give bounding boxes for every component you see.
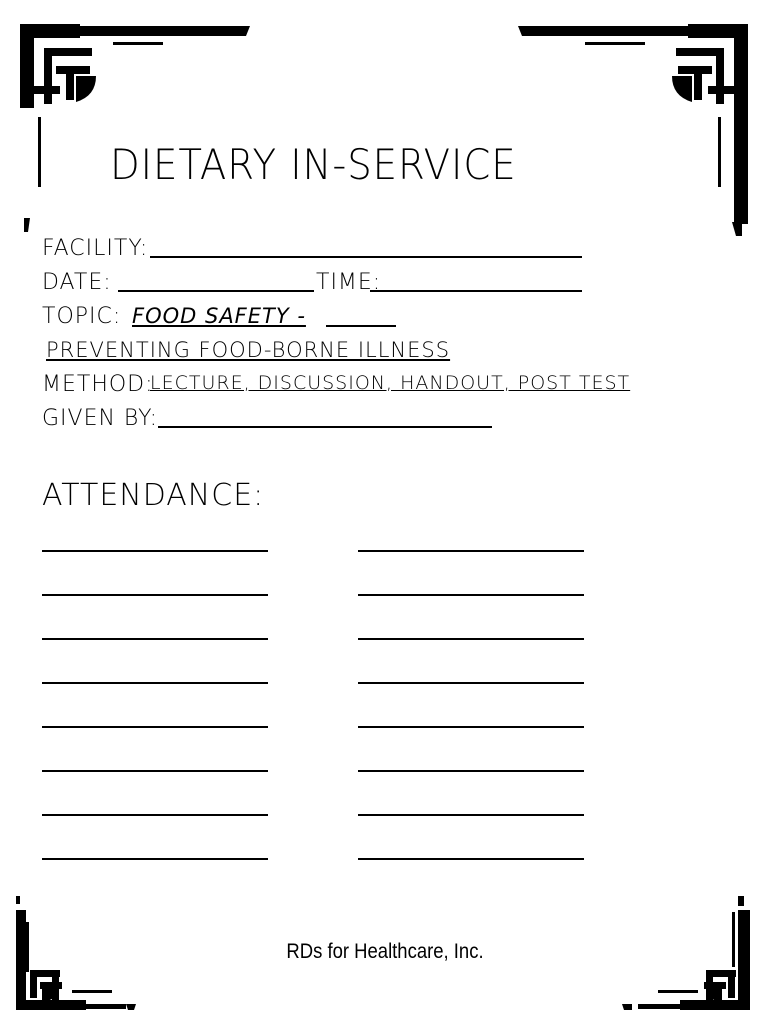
attendance-line-left[interactable] (42, 814, 268, 816)
attendance-line-right[interactable] (358, 638, 584, 640)
attendance-line-right[interactable] (358, 858, 584, 860)
facility-label: FACILITY: (42, 236, 149, 261)
topic-value-line2: PREVENTING FOOD-BORNE ILLNESS (46, 338, 451, 362)
topic-row (42, 304, 121, 330)
topic-value-line1-underline (326, 325, 396, 327)
attendance-line-left[interactable] (42, 638, 268, 640)
attendance-line-left[interactable] (42, 858, 268, 860)
method-label: METHOD: (42, 372, 154, 397)
page-title: DIETARY IN-SERVICE (110, 140, 517, 189)
attendance-line-left[interactable] (42, 726, 268, 728)
attendance-line-right[interactable] (358, 814, 584, 816)
method-row (42, 372, 154, 398)
date-field[interactable] (118, 290, 314, 292)
attendance-heading: ATTENDANCE: (42, 478, 265, 513)
facility-row (42, 236, 148, 262)
attendance-line-right[interactable] (358, 594, 584, 596)
given-by-label: GIVEN BY: (42, 406, 159, 431)
topic-label: TOPIC: (42, 304, 122, 329)
date-row (42, 270, 112, 296)
attendance-line-left[interactable] (42, 594, 268, 596)
given-by-row (42, 406, 158, 432)
attendance-line-left[interactable] (42, 770, 268, 772)
topic-value-line1: FOOD SAFETY - (132, 304, 306, 328)
time-label: TIME: (316, 270, 382, 295)
facility-field[interactable] (150, 256, 582, 258)
time-field[interactable] (370, 290, 582, 292)
attendance-line-right[interactable] (358, 770, 584, 772)
attendance-line-left[interactable] (42, 682, 268, 684)
corner-ornament-top-left (18, 22, 258, 237)
date-label: DATE: (42, 270, 112, 295)
method-value: LECTURE, DISCUSSION, HANDOUT, POST TEST (150, 372, 631, 394)
corner-ornament-top-right (510, 22, 750, 237)
given-by-field[interactable] (158, 426, 492, 428)
footer-company: RDs for Healthcare, Inc. (286, 940, 484, 963)
attendance-line-right[interactable] (358, 550, 584, 552)
time-row (316, 270, 381, 296)
attendance-line-left[interactable] (42, 550, 268, 552)
attendance-line-right[interactable] (358, 682, 584, 684)
attendance-line-right[interactable] (358, 726, 584, 728)
